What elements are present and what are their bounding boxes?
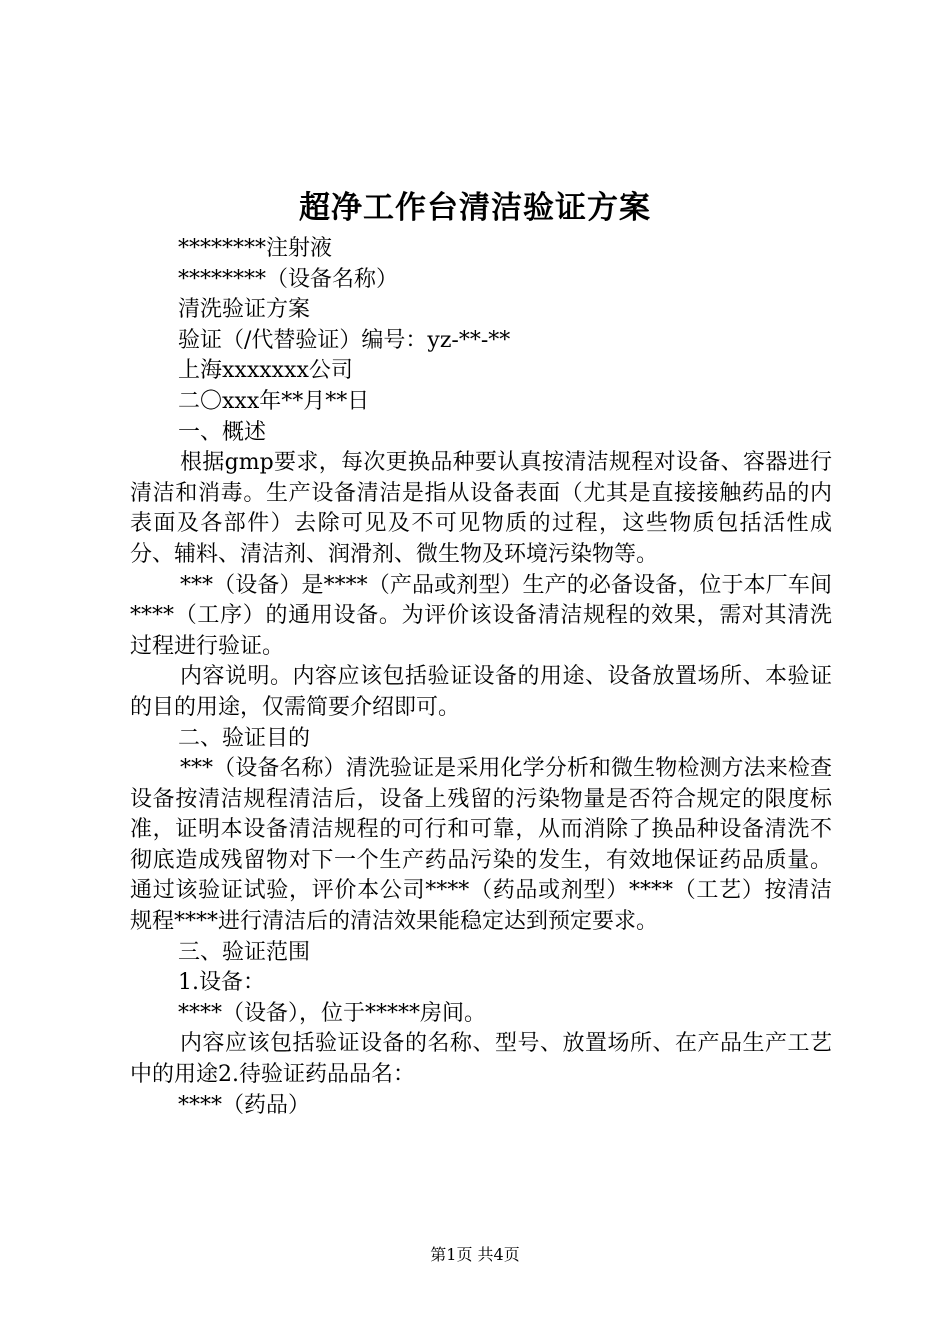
page-footer: 第1页 共4页 xyxy=(430,1245,520,1264)
equipment-name-line: ********（设备名称） xyxy=(178,266,399,292)
section-heading-scope: 三、验证范围 xyxy=(178,939,311,965)
company-line: 上海xxxxxxx公司 xyxy=(178,358,353,384)
overview-paragraph-3: 内容说明。内容应该包括验证设备的用途、设备放置场所、本验证的目的用途，仅需简要介绍即可。 xyxy=(130,664,832,720)
purpose-paragraph: ***（设备名称）清洗验证是采用化学分析和微生物检测方法来检查设备按清洁规程清洁后，设备上残留的污染物量是否符合规定的限度标准，证明本设备清洁规程的可行和可靠，从而消除了换品种设备清洗不彻底造成残留物对下一个生产药品污染的发生，有效地保证药品质量。通过该验证试验，评价本公司****（药品或剂型）****（工艺）按清洁规程****进行清洁后的清洁效果能稳定达到预定要求。 xyxy=(130,756,832,935)
scope-item-drug-value: ****（药品） xyxy=(178,1092,311,1118)
date-line: 二〇xxx年**月**日 xyxy=(178,388,370,414)
section-heading-overview: 一、概述 xyxy=(178,419,267,445)
plan-name-line: 清洗验证方案 xyxy=(178,297,311,323)
overview-paragraph-1: 根据gmp要求，每次更换品种要认真按清洁规程对设备、容器进行清洁和消毒。生产设备清洁是指从设备表面（尤其是直接接触药品的内表面及各部件）去除可见及不可见物质的过程，这些物质包括活性成分、辅料、清洁剂、润滑剂、微生物及环境污染物等。 xyxy=(130,450,832,567)
section-heading-purpose: 二、验证目的 xyxy=(178,725,311,751)
document-body xyxy=(130,234,832,1121)
scope-item-note: 内容应该包括验证设备的名称、型号、放置场所、在产品生产工艺中的用途2.待验证药品品名： xyxy=(130,1031,832,1088)
validation-number-line: 验证（/代替验证）编号：yz-**-** xyxy=(178,327,511,353)
product-name-line: ********注射液 xyxy=(178,236,333,261)
scope-item-equipment-value: ****（设备），位于*****房间。 xyxy=(178,1000,487,1026)
scope-item-equipment-label: 1.设备： xyxy=(178,970,265,996)
overview-paragraph-2: ***（设备）是****（产品或剂型）生产的必备设备，位于本厂车间****（工序）的通用设备。为评价该设备清洁规程的效果，需对其清洗过程进行验证。 xyxy=(130,572,832,659)
document-title: 超净工作台清洁验证方案 xyxy=(299,190,651,226)
